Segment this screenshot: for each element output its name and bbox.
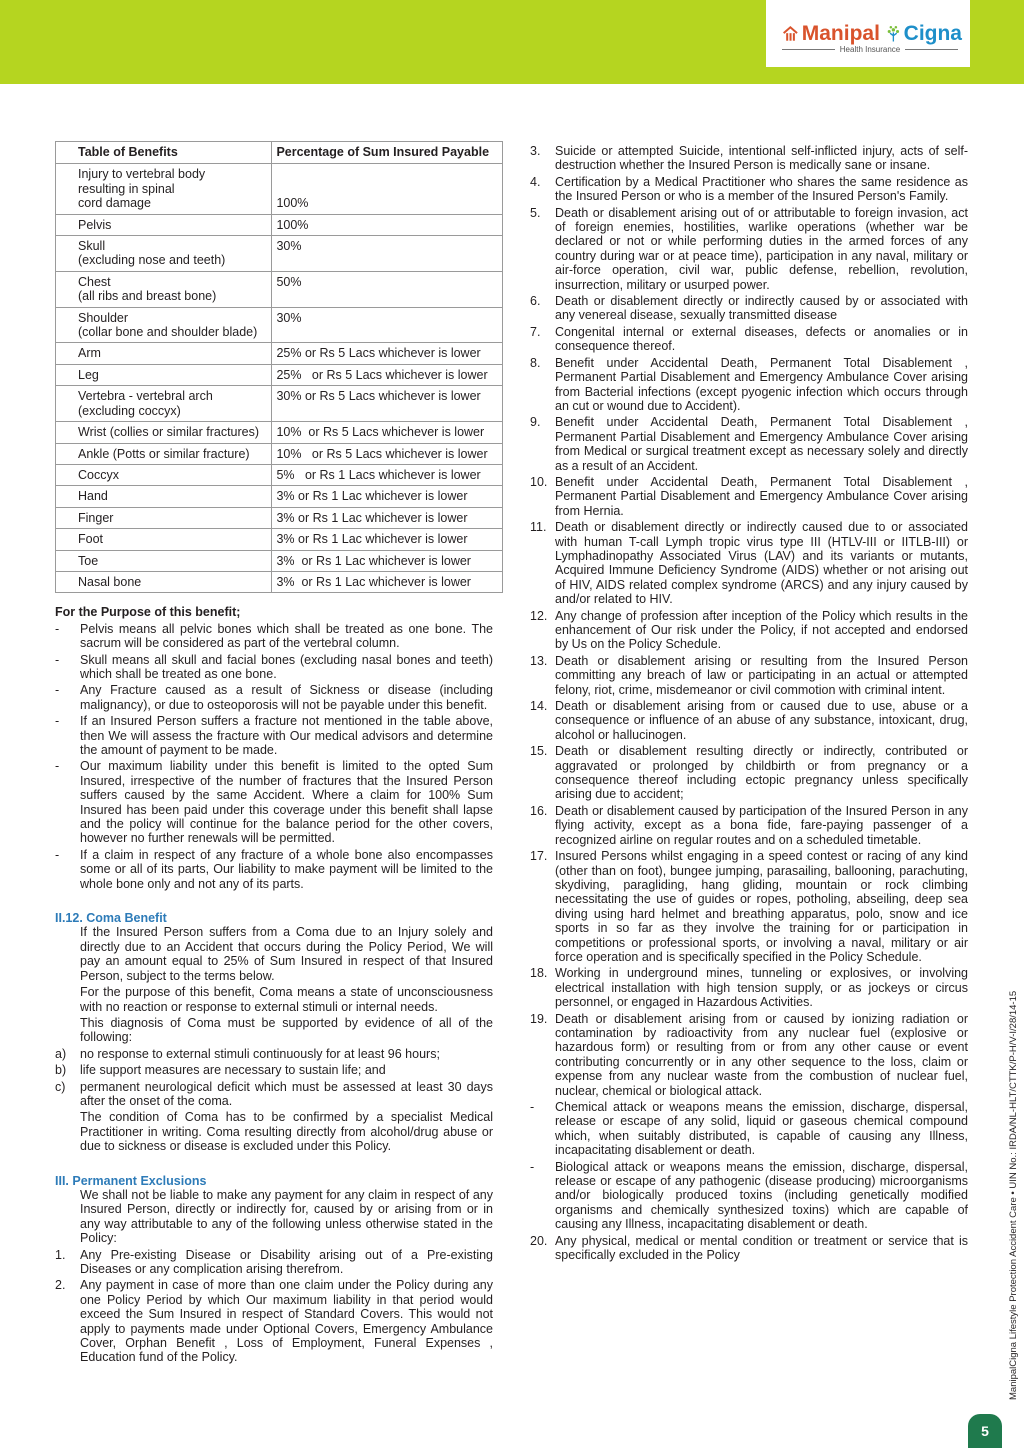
table-row bbox=[56, 443, 503, 464]
coma-criterion bbox=[55, 1063, 493, 1077]
exclusion-item bbox=[530, 520, 968, 606]
coma-diagnosis: This diagnosis of Coma must be supported by evidence of all of the following: bbox=[80, 1015, 493, 1045]
percentage-cell: 3% or Rs 1 Lac whichever is lower bbox=[272, 529, 503, 550]
list-marker: 16. bbox=[530, 803, 548, 818]
exclusion-item bbox=[55, 1278, 493, 1364]
list-item-text: Death or disablement resulting directly or indirectly, contributed or aggravated or prolonged by childbirth or from pregnancy or a consequence thereof including ectopic pregnancy unless specifically arising due to accident; bbox=[555, 744, 968, 802]
list-marker: 20. bbox=[530, 1233, 548, 1248]
list-item-text: Our maximum liability under this benefit is limited to the opted Sum Insured, irrespective of the number of fractures that the Insured Person suffers caused by the same Accident. Where a claim for 100% Sum Insured has been paid under this coverage under this benefit shall lapse and the policy will continue for the balance period for the other covers, however no further renewals will be permitted. bbox=[80, 759, 493, 846]
table-row bbox=[56, 164, 503, 214]
body-part-cell: Pelvis bbox=[56, 214, 272, 235]
coma-section-title: II.12. Coma Benefit bbox=[55, 911, 167, 926]
house-icon bbox=[782, 25, 799, 43]
table-header-row bbox=[56, 142, 503, 164]
body-part-cell: Coccyx bbox=[56, 464, 272, 485]
percentage-cell: 25% or Rs 5 Lacs whichever is lower bbox=[272, 343, 503, 364]
table-row bbox=[56, 271, 503, 307]
table-header-part: Table of Benefits bbox=[56, 142, 272, 164]
exclusion-item bbox=[530, 699, 968, 742]
purpose-bullet bbox=[55, 759, 493, 845]
exclusion-item bbox=[530, 175, 968, 204]
coma-paragraph: If the Insured Person suffers from a Coma due to an Injury solely and directly due to an Accident that occurs during the Policy Period, We will pay an amount equal to 25% of Sum Insured in respect of that Insured Person, subject to the terms below. bbox=[80, 925, 493, 983]
list-marker: 4. bbox=[530, 174, 541, 189]
exclusion-item bbox=[530, 356, 968, 414]
exclusion-item bbox=[530, 475, 968, 518]
list-item-text: Death or disablement directly or indirectly caused by or associated with any venereal disease, sexually transmitted disease bbox=[555, 294, 968, 323]
list-item-text: Any change of profession after inception of the Policy which results in the enhancement of Our risk under the Policy, if not accepted and endorsed by Us on the Policy Schedule. bbox=[555, 608, 968, 652]
table-row bbox=[56, 571, 503, 592]
purpose-heading: For the Purpose of this benefit; bbox=[55, 605, 241, 620]
body-part-cell: Arm bbox=[56, 343, 272, 364]
list-item-text: Death or disablement arising from or caused due to use, abuse or a consequence or influence of an abuse of any substance, intoxicant, drug, alcohol or hallucinogen. bbox=[555, 699, 968, 742]
left-column bbox=[55, 141, 493, 1367]
percentage-cell: 30% or Rs 5 Lacs whichever is lower bbox=[272, 386, 503, 422]
benefits-table bbox=[55, 141, 503, 593]
body-part-cell: Shoulder (collar bone and shoulder blade) bbox=[56, 307, 272, 343]
list-marker: 11. bbox=[530, 520, 547, 535]
list-marker: 13. bbox=[530, 653, 548, 668]
body-part-cell: Skull (excluding nose and teeth) bbox=[56, 236, 272, 272]
list-item-text: Pelvis means all pelvic bones which shall be treated as one bone. The sacrum will be considered as part of the vertebral column. bbox=[80, 621, 493, 651]
purpose-bullet bbox=[55, 683, 493, 712]
list-item-text: Death or disablement arising or resulting from the Insured Person committing any breach of law or participating in an actual or attempted felony, riot, crime, misdemeanor or civil commotion with criminal intent. bbox=[555, 653, 968, 697]
list-marker: 17. bbox=[530, 849, 548, 864]
body-part-cell: Leg bbox=[56, 364, 272, 385]
exclusions-list-left bbox=[55, 1248, 493, 1365]
list-marker: - bbox=[55, 714, 60, 729]
list-marker: 5. bbox=[530, 205, 541, 220]
brand-tagline: Health Insurance bbox=[839, 45, 901, 54]
list-marker: - bbox=[55, 683, 60, 698]
percentage-cell: 25% or Rs 5 Lacs whichever is lower bbox=[272, 364, 503, 385]
exclusions-list-right bbox=[530, 144, 968, 1262]
purpose-bullet bbox=[55, 848, 493, 891]
exclusion-item bbox=[55, 1248, 493, 1277]
list-marker: - bbox=[55, 759, 60, 774]
exclusion-item bbox=[530, 294, 968, 323]
percentage-cell: 5% or Rs 1 Lacs whichever is lower bbox=[272, 464, 503, 485]
exclusion-item bbox=[530, 206, 968, 292]
exclusion-item bbox=[530, 609, 968, 652]
list-item-text: Biological attack or weapons means the emission, discharge, dispersal, release or escape of any pathogenic (disease producing) microorganisms and/or biologically produced toxins (including genetically modified organisms and chemically synthesized toxins) which are capable of causing any Illness, incapacitating disablement or death. bbox=[555, 1159, 968, 1232]
brand-name-part2: Cigna bbox=[903, 22, 962, 45]
list-marker: - bbox=[55, 847, 60, 862]
purpose-bullet bbox=[55, 714, 493, 757]
coma-criteria-list bbox=[55, 1047, 493, 1109]
list-marker: 6. bbox=[530, 294, 541, 309]
table-row bbox=[56, 307, 503, 343]
body-part-cell: Vertebra - vertebral arch (excluding coccyx) bbox=[56, 386, 272, 422]
exclusion-item bbox=[530, 144, 968, 173]
list-item-text: no response to external stimuli continuously for at least 96 hours; bbox=[80, 1046, 440, 1061]
exclusion-item bbox=[530, 1012, 968, 1098]
list-marker: a) bbox=[55, 1046, 67, 1061]
percentage-cell: 50% bbox=[272, 271, 503, 307]
list-item-text: Death or disablement directly or indirectly caused due to or associated with human T-call Lymph tropic virus type III (HTLV-III or IITLB-III) or Lymphadinopathy Associated Virus (LAV) and its variants or mutants, Acquired Immune Deficiency Syndrome (AIDS) whether or not arising out of HIV, AIDS related complex syndrome (ARCS) and any injury caused by and/or related to HIV. bbox=[555, 520, 968, 607]
page-number: 5 bbox=[968, 1414, 1002, 1448]
body-part-cell: Injury to vertebral body resulting in spinal cord damage bbox=[56, 164, 272, 214]
list-marker: - bbox=[55, 652, 60, 667]
coma-criterion bbox=[55, 1047, 493, 1061]
exclusion-item bbox=[530, 966, 968, 1009]
percentage-cell: 3% or Rs 1 Lac whichever is lower bbox=[272, 550, 503, 571]
table-row bbox=[56, 343, 503, 364]
list-item-text: Suicide or attempted Suicide, intentional self-inflicted injury, acts of self-destruction whether the Insured Person is medically sane or insane. bbox=[555, 144, 968, 173]
list-item-text: Congenital internal or external diseases, defects or anomalies or in consequence thereof. bbox=[555, 324, 968, 354]
header-band bbox=[0, 0, 1024, 84]
table-row bbox=[56, 464, 503, 485]
coma-definition: For the purpose of this benefit, Coma means a state of unconsciousness with no reaction or response to external stimuli or internal needs. bbox=[80, 985, 493, 1014]
list-marker: 18. bbox=[530, 966, 548, 981]
list-item-text: Working in underground mines, tunneling or explosives, or involving electrical installation with high tension supply, or as jockeys or circus personnel, or engaged in Hazardous Activities. bbox=[555, 966, 968, 1010]
exclusion-item bbox=[530, 1234, 968, 1263]
list-marker: 3. bbox=[530, 144, 541, 158]
body-part-cell: Ankle (Potts or similar fracture) bbox=[56, 443, 272, 464]
list-marker: 1. bbox=[55, 1247, 66, 1262]
body-part-cell: Chest (all ribs and breast bone) bbox=[56, 271, 272, 307]
percentage-cell: 30% bbox=[272, 236, 503, 272]
table-row bbox=[56, 236, 503, 272]
exclusion-item bbox=[530, 415, 968, 473]
exclusion-item bbox=[530, 325, 968, 354]
list-item-text: permanent neurological deficit which must be assessed at least 30 days after the onset of the coma. bbox=[80, 1079, 493, 1108]
list-marker: - bbox=[530, 1159, 535, 1174]
list-marker: 19. bbox=[530, 1011, 548, 1026]
list-marker: 12. bbox=[530, 608, 548, 623]
body-part-cell: Foot bbox=[56, 529, 272, 550]
purpose-list bbox=[55, 622, 493, 891]
table-row bbox=[56, 550, 503, 571]
list-marker: 10. bbox=[530, 474, 548, 489]
coma-confirmation: The condition of Coma has to be confirmed by a specialist Medical Practitioner in writing. Coma resulting directly from alcohol/drug abuse or due to sickness or disease is excluded under this Policy. bbox=[80, 1110, 493, 1154]
percentage-cell: 10% or Rs 5 Lacs whichever is lower bbox=[272, 422, 503, 443]
body-part-cell: Nasal bone bbox=[56, 571, 272, 592]
exclusions-intro: We shall not be liable to make any payment for any claim in respect of any Insured Person, directly or indirectly for, caused by or arising from or in any way attributable to any of the following unless otherwise stated in the Policy: bbox=[80, 1187, 493, 1246]
exclusion-item bbox=[530, 849, 968, 964]
purpose-bullet bbox=[55, 622, 493, 651]
list-item-text: Any physical, medical or mental condition or treatment or service that is specifically excluded in the Policy bbox=[555, 1233, 968, 1263]
table-row bbox=[56, 386, 503, 422]
percentage-cell: 3% or Rs 1 Lac whichever is lower bbox=[272, 486, 503, 507]
percentage-cell: 100% bbox=[272, 164, 503, 214]
list-item-text: Any Fracture caused as a result of Sickness or disease (including malignancy), or due to osteoporosis will not be payable under this benefit. bbox=[80, 683, 493, 712]
table-row bbox=[56, 486, 503, 507]
exclusion-item bbox=[530, 804, 968, 847]
exclusions-section-title: III. Permanent Exclusions bbox=[55, 1173, 207, 1188]
list-marker: 15. bbox=[530, 744, 548, 759]
list-marker: 8. bbox=[530, 355, 541, 370]
body-part-cell: Hand bbox=[56, 486, 272, 507]
list-item-text: Chemical attack or weapons means the emission, discharge, dispersal, release or escape of any solid, liquid or gaseous chemical compound which, when suitably distributed, is capable of causing any Illness, incapacitating disablement or death. bbox=[555, 1100, 968, 1158]
table-header-percentage: Percentage of Sum Insured Payable bbox=[272, 142, 503, 164]
sidebar-policy-text: ManipalCigna Lifestyle Protection Accident Care • UIN No.: IRDA/NL-HLT/CTTK/P-H/V-I/28/14-15 bbox=[1008, 990, 1019, 1400]
brand-logo bbox=[766, 0, 970, 67]
list-item-text: Death or disablement caused by participation of the Insured Person in any flying activity, except as a bona fide, fare-paying passenger of a recognized airline on regular routes and on a scheduled timetable. bbox=[555, 803, 968, 847]
table-row bbox=[56, 364, 503, 385]
percentage-cell: 30% bbox=[272, 307, 503, 343]
list-marker: 2. bbox=[55, 1278, 66, 1293]
purpose-bullet bbox=[55, 653, 493, 682]
list-item-text: Certification by a Medical Practitioner who shares the same residence as the Insured Person or who is a member of the Insured Person's Family. bbox=[555, 174, 968, 204]
exclusion-item bbox=[530, 744, 968, 802]
list-item-text: Benefit under Accidental Death, Permanent Total Disablement , Permanent Partial Disablement and Emergency Ambulance Cover arising from Bacterial infections (except pyogenic infection which occurs through an cut or wound due to Accident). bbox=[555, 355, 968, 413]
right-column bbox=[530, 144, 968, 1264]
table-row bbox=[56, 529, 503, 550]
body-part-cell: Finger bbox=[56, 507, 272, 528]
list-item-text: life support measures are necessary to sustain life; and bbox=[80, 1063, 386, 1078]
exclusion-item bbox=[530, 1160, 968, 1232]
brand-tagline-row bbox=[782, 45, 958, 54]
coma-criterion bbox=[55, 1080, 493, 1109]
list-item-text: Death or disablement arising from or caused by ionizing radiation or contamination by radioactivity from any nuclear fuel (explosive or hazardous form) or resulting from or from any other cause or event contributing concurrently or in any other sequence to the loss, claim or expense from any nuclear waste from the combustion of nuclear fuel, nuclear, chemical or biological attack. bbox=[555, 1011, 968, 1098]
list-marker: - bbox=[530, 1100, 535, 1114]
table-row bbox=[56, 214, 503, 235]
list-marker: c) bbox=[55, 1079, 66, 1094]
tree-icon bbox=[885, 24, 902, 44]
list-item-text: Benefit under Accidental Death, Permanent Total Disablement , Permanent Partial Disablement and Emergency Ambulance Cover arising from Hernia. bbox=[555, 474, 968, 518]
percentage-cell: 3% or Rs 1 Lac whichever is lower bbox=[272, 571, 503, 592]
list-item-text: If a claim in respect of any fracture of a whole bone also encompasses some or all of its parts, Our liability to make payment will be limited to the whole bone only and not any of its parts. bbox=[80, 847, 493, 891]
list-item-text: If an Insured Person suffers a fracture not mentioned in the table above, then We will assess the fracture with Our medical advisors and determine the amount of payment to be made. bbox=[80, 714, 493, 757]
percentage-cell: 100% bbox=[272, 214, 503, 235]
brand-name-part1: Manipal bbox=[801, 22, 880, 45]
table-row bbox=[56, 422, 503, 443]
list-item-text: Insured Persons whilst engaging in a speed contest or racing of any kind (other than on foot), bungee jumping, parasailing, ballooning, parachuting, skydiving, paragliding, hang gliding, mountain or rock climbing necessitating the use of guides or ropes, potholing, abseiling, deep sea diving using hard helmet and breathing apparatus, polo, snow and ice sports in so far as they involve the training for or participation in competitions or professional sports, or involving a naval, military or air force operation and is specifically specified in the Policy Schedule. bbox=[555, 849, 968, 964]
list-marker: 7. bbox=[530, 324, 541, 339]
percentage-cell: 10% or Rs 5 Lacs whichever is lower bbox=[272, 443, 503, 464]
list-item-text: Benefit under Accidental Death, Permanent Total Disablement , Permanent Partial Disablement and Emergency Ambulance Cover arising from Medical or surgical treatment except as necessary solely and directly as a result of an Accident. bbox=[555, 415, 968, 473]
list-marker: b) bbox=[55, 1063, 67, 1078]
list-marker: - bbox=[55, 621, 60, 636]
exclusion-item bbox=[530, 654, 968, 697]
body-part-cell: Toe bbox=[56, 550, 272, 571]
list-item-text: Any Pre-existing Disease or Disability arising out of a Pre-existing Diseases or any complication arising therefrom. bbox=[80, 1247, 493, 1276]
list-item-text: Any payment in case of more than one claim under the Policy during any one Policy Period by which Our maximum liability in that period would exceed the Sum Insured in respect of Standard Covers. This would not apply to payments made under Optional Covers, Emergency Ambulance Cover, Orphan Benefit , Loss of Employment, Funeral Expenses , Education fund of the Policy. bbox=[80, 1278, 493, 1365]
table-row bbox=[56, 507, 503, 528]
list-item-text: Skull means all skull and facial bones (excluding nasal bones and teeth) which shall be treated as one bone. bbox=[80, 652, 493, 681]
list-marker: 9. bbox=[530, 415, 541, 430]
exclusion-item bbox=[530, 1100, 968, 1158]
body-part-cell: Wrist (collies or similar fractures) bbox=[56, 422, 272, 443]
list-marker: 14. bbox=[530, 699, 548, 714]
list-item-text: Death or disablement arising out of or attributable to foreign invasion, act of foreign enemies, hostilities, warlike operations (whether war be declared or not or while performing duties in the armed forces of any country during war or at peace time), participation in any naval, military or air-force operation, civil war, public defense, rebellion, revolution, insurrection, military or usurped power. bbox=[555, 205, 968, 292]
percentage-cell: 3% or Rs 1 Lac whichever is lower bbox=[272, 507, 503, 528]
